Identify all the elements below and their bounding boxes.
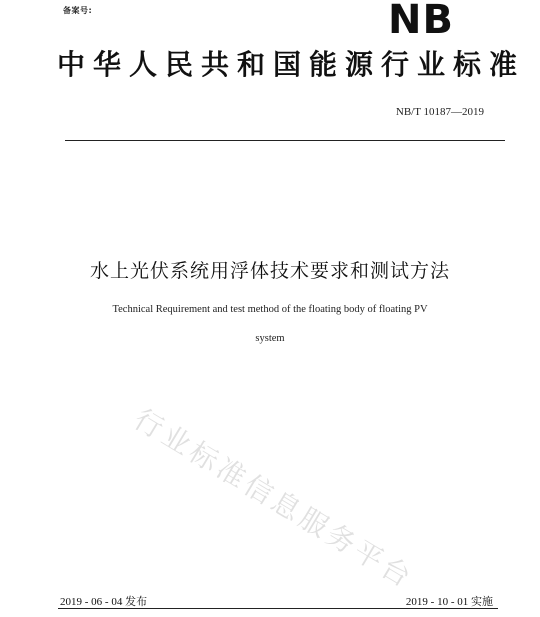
document-title-english-line2: system [255,333,285,344]
standard-category-title: 中华人民共和国能源行业标准 [57,48,526,81]
document-title-chinese: 水上光伏系统用浮体技术要求和测试方法 [89,260,450,282]
standard-code: NB/T 10187—2019 [395,106,484,118]
nb-logo: NB [388,0,454,43]
footer-divider [58,608,498,609]
publish-date: 2019 - 06 - 04 发布 [60,596,148,608]
watermark: 行业标准信息服务平台 [128,402,420,596]
filing-number-label: 备案号: [63,6,93,15]
document-title-english-line1: Technical Requirement and test method of the floating body of floating PV [112,304,428,315]
implementation-date: 2019 - 10 - 01 实施 [405,596,493,608]
header-divider [65,140,505,141]
